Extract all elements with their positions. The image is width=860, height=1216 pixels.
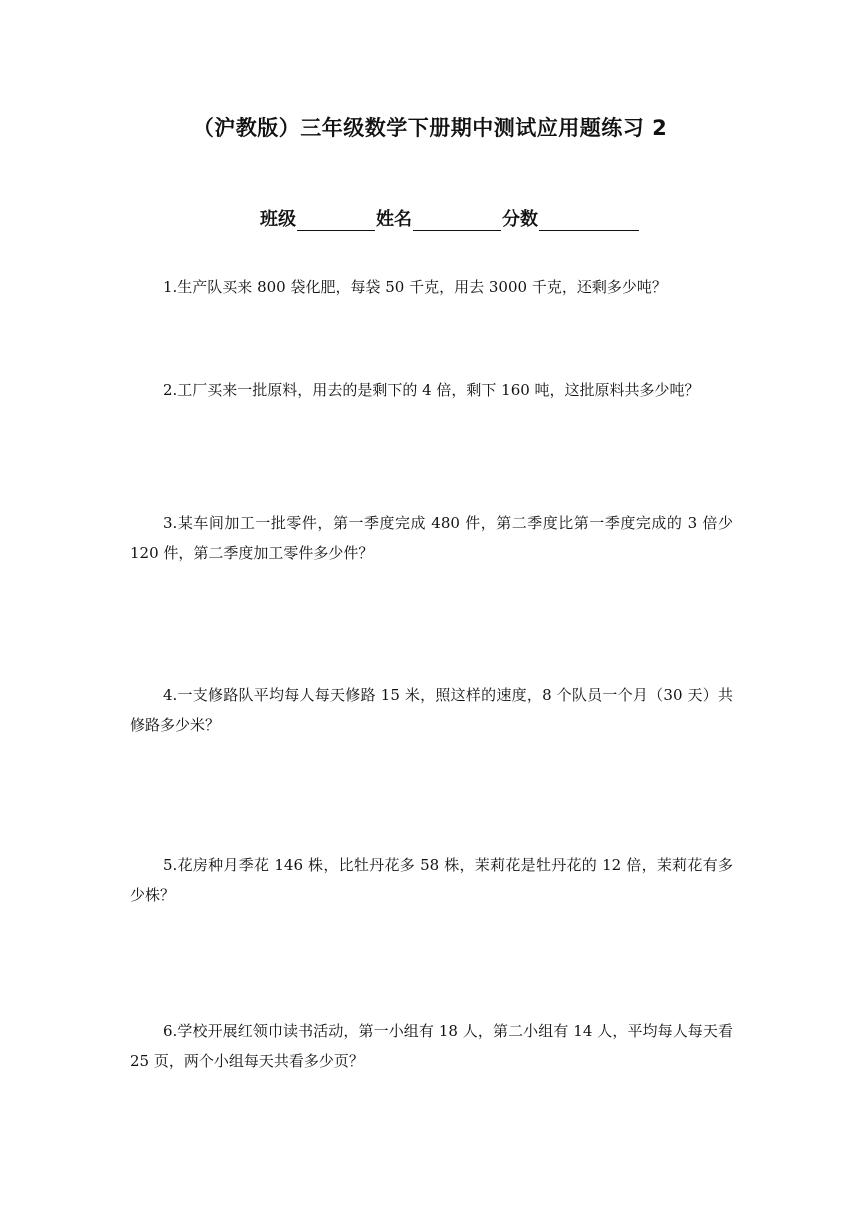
question-2: 2.工厂买来一批原料，用去的是剩下的 4 倍，剩下 160 吨，这批原料共多少吨？	[163, 381, 700, 399]
question-3: 3.某车间加工一批零件，第一季度完成 480 件，第二季度比第一季度完成的 3 倍少 120 件，第二季度加工零件多少件？	[130, 514, 733, 562]
class-label: 班级	[260, 209, 296, 230]
name-blank[interactable]	[413, 210, 501, 231]
student-info-row	[260, 205, 640, 231]
score-blank[interactable]	[539, 210, 639, 231]
name-label: 姓名	[376, 209, 412, 230]
question-1: 1.生产队买来 800 袋化肥，每袋 50 千克，用去 3000 千克，还剩多少吨？	[163, 278, 667, 296]
page-title: （沪教版）三年级数学下册期中测试应用题练习 2	[192, 116, 668, 140]
question-5: 5.花房种月季花 146 株，比牡丹花多 58 株，茉莉花是牡丹花的 12 倍，茉莉花有多少株？	[130, 856, 733, 904]
score-label: 分数	[502, 209, 538, 230]
question-6: 6.学校开展红领巾读书活动，第一小组有 18 人，第二小组有 14 人，平均每人每天看 25 页，两个小组每天共看多少页？	[130, 1022, 733, 1070]
question-4: 4.一支修路队平均每人每天修路 15 米，照这样的速度，8 个队员一个月（30 天）共修路多少米？	[130, 686, 733, 734]
class-blank[interactable]	[297, 210, 375, 231]
